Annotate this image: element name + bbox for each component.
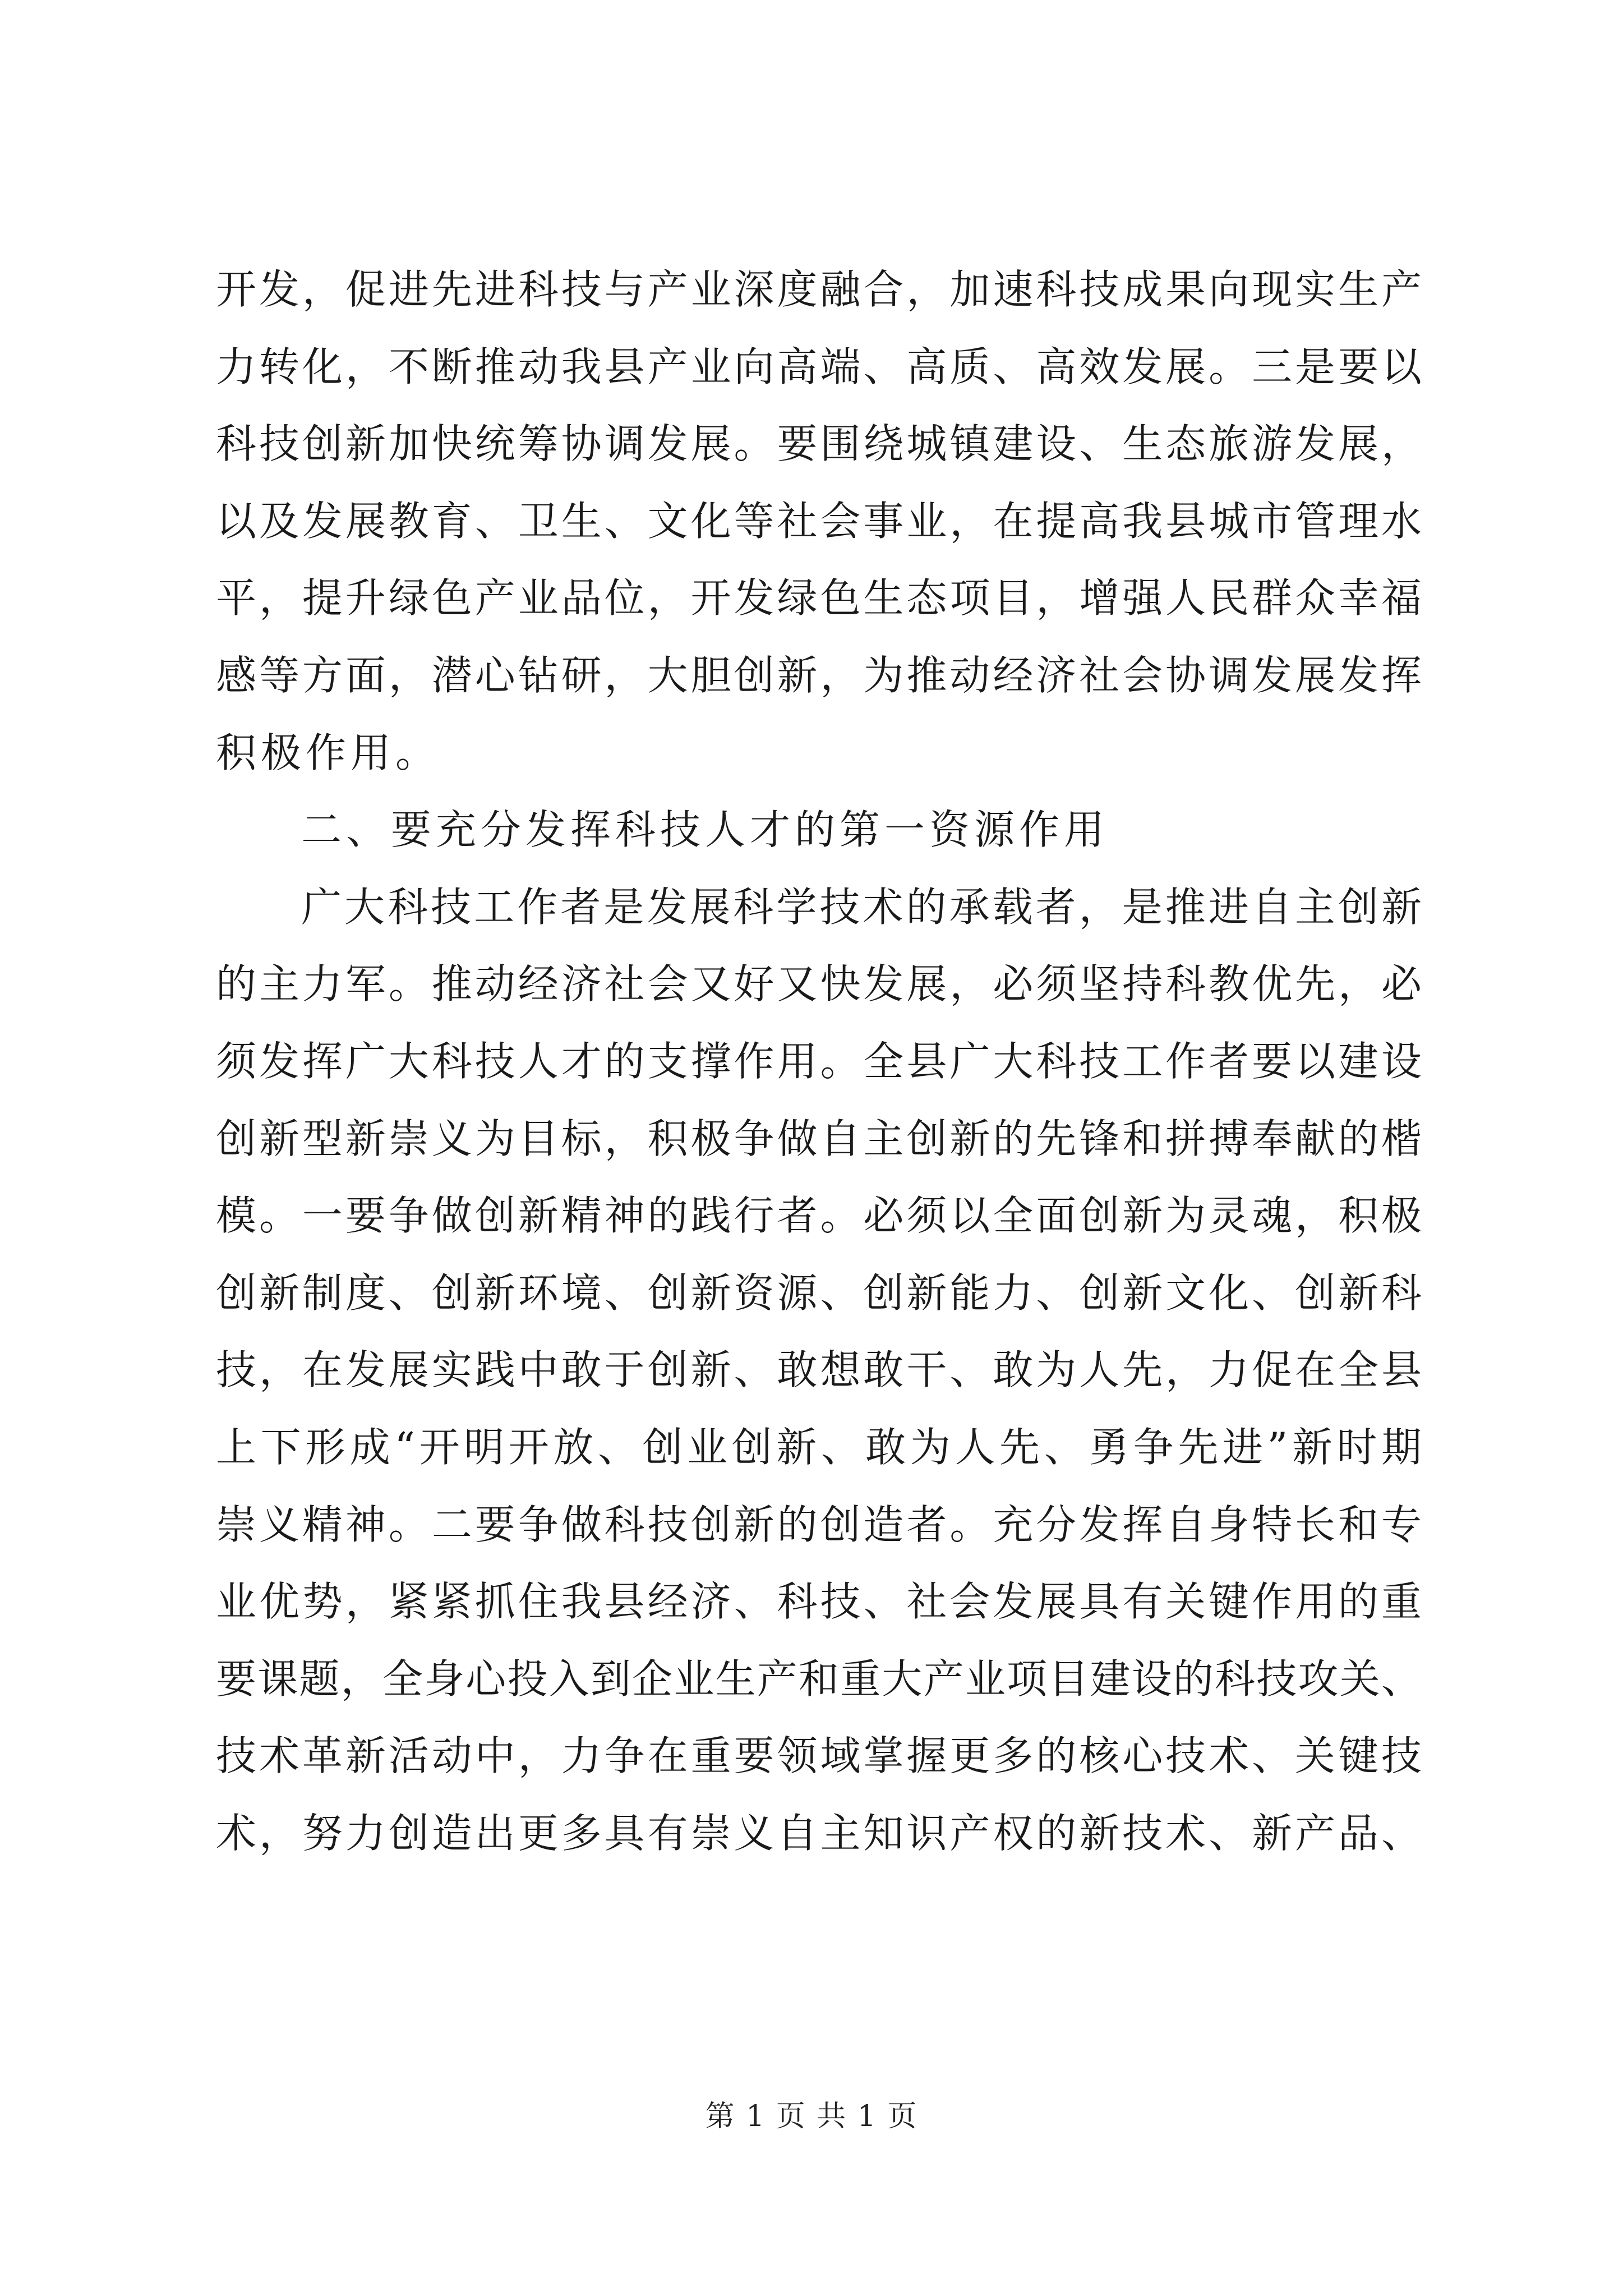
text-line: 业优势，紧紧抓住我县经济、科技、社会发展具有关键作用的重 xyxy=(216,1578,1422,1626)
text-line: 崇义精神。二要争做科技创新的创造者。充分发挥自身特长和专 xyxy=(216,1501,1422,1548)
text-line: 创新型新崇义为目标，积极争做自主创新的先锋和拼搏奉献的楷 xyxy=(216,1115,1422,1162)
text-line: 上下形成“开明开放、创业创新、敢为人先、勇争先进”新时期 xyxy=(216,1423,1422,1471)
page-number: 第 1 页 共 1 页 xyxy=(705,2100,918,2133)
text-line: 技，在发展实践中敢于创新、敢想敢干、敢为人先，力促在全县 xyxy=(216,1346,1422,1394)
section-heading: 二、要充分发挥科技人才的第一资源作用 xyxy=(301,806,1109,854)
text-line: 须发挥广大科技人才的支撑作用。全县广大科技工作者要以建设 xyxy=(216,1037,1422,1085)
text-line: 科技创新加快统筹协调发展。要围绕城镇建设、生态旅游发展， xyxy=(216,420,1422,468)
body-text xyxy=(216,251,1422,1872)
text-line: 广大科技工作者是发展科学技术的承载者，是推进自主创新 xyxy=(301,883,1422,931)
text-line: 技术革新活动中，力争在重要领域掌握更多的核心技术、关键技 xyxy=(216,1732,1422,1780)
text-line: 力转化，不断推动我县产业向高端、高质、高效发展。三是要以 xyxy=(216,343,1422,390)
page-footer xyxy=(0,2097,1623,2136)
text-line: 术，努力创造出更多具有崇义自主知识产权的新技术、新产品、 xyxy=(216,1809,1422,1857)
text-line: 开发，促进先进科技与产业深度融合，加速科技成果向现实生产 xyxy=(216,266,1422,313)
text-line: 的主力军。推动经济社会又好又快发展，必须坚持科教优先，必 xyxy=(216,960,1422,1008)
text-line: 以及发展教育、卫生、文化等社会事业，在提高我县城市管理水 xyxy=(216,497,1422,545)
text-line: 创新制度、创新环境、创新资源、创新能力、创新文化、创新科 xyxy=(216,1269,1422,1317)
text-line: 积极作用。 xyxy=(216,729,441,776)
text-line: 平，提升绿色产业品位，开发绿色生态项目，增强人民群众幸福 xyxy=(216,574,1422,622)
text-line: 模。一要争做创新精神的践行者。必须以全面创新为灵魂，积极 xyxy=(216,1192,1422,1240)
text-line: 要课题，全身心投入到企业生产和重大产业项目建设的科技攻关、 xyxy=(216,1655,1422,1703)
text-line: 感等方面，潜心钻研，大胆创新，为推动经济社会协调发展发挥 xyxy=(216,651,1422,699)
